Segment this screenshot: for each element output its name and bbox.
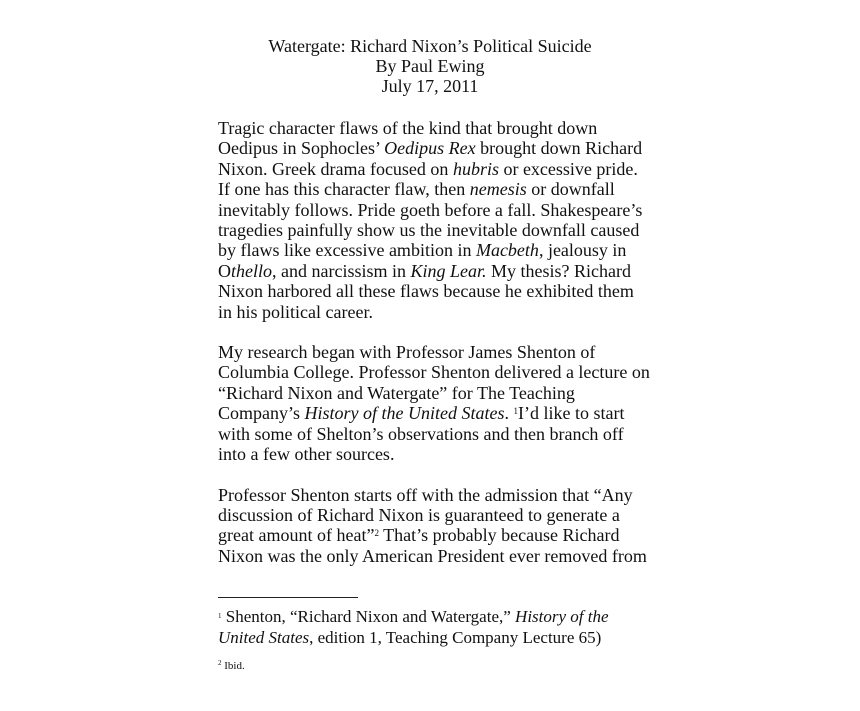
footnote-reference-1: 1 (513, 406, 518, 417)
paragraph-line (218, 362, 658, 382)
line-text: That’s probably because Richard (378, 525, 620, 546)
line-text: Nixon harbored all these flaws because he exhibited them (218, 281, 634, 302)
paragraph-line (218, 403, 658, 423)
paragraph-line (218, 138, 658, 158)
paragraph-line (218, 281, 658, 301)
paragraph-line (218, 525, 658, 545)
line-text: . (504, 403, 514, 424)
line-text: If one has this character flaw, then (218, 179, 470, 200)
line-text: O (218, 260, 231, 281)
line-text: discussion of Richard Nixon is guaranteed to generate a (218, 504, 620, 525)
footnote-reference-2: 2 (374, 528, 379, 539)
paragraph-line (218, 444, 658, 464)
footnote-2-marker: 2 (218, 659, 222, 667)
paragraph-line (218, 118, 658, 138)
line-text: or downfall (526, 179, 615, 200)
paragraph-line (218, 240, 658, 260)
paragraph-line (218, 261, 658, 281)
footnote-1-line-2 (218, 627, 658, 648)
document-author: By Paul Ewing (375, 56, 485, 76)
line-text: Nixon. Greek drama focused on (218, 158, 453, 179)
paragraph-line (218, 383, 658, 403)
paragraph-line (218, 302, 658, 322)
line-italic: King Lear. (410, 260, 487, 281)
document-title: Watergate: Richard Nixon’s Political Suicide (268, 36, 592, 56)
footnote-1-marker: 1 (218, 612, 222, 620)
paragraph-research (218, 342, 658, 464)
paragraph-line (218, 179, 658, 199)
line-italic: Macbeth (475, 240, 539, 261)
line-text: , jealousy in (538, 240, 627, 261)
line-text: My thesis? Richard (486, 260, 631, 281)
line-text: My research began with Professor James Shenton of (218, 342, 596, 363)
line-text: “Richard Nixon and Watergate” for The Teaching (218, 382, 575, 403)
line-text: brought down Richard (475, 138, 643, 159)
line-text: Tragic character flaws of the kind that brought down (218, 118, 598, 138)
line-italic: History of the United States (304, 403, 505, 424)
footnote-2-text: Ibid. (221, 660, 245, 672)
footnote-1-line-1-text (222, 607, 609, 626)
line-italic: Oedipus Rex (384, 138, 476, 159)
footnote-2 (218, 659, 658, 673)
paragraph-line (218, 342, 658, 362)
document-body (218, 118, 658, 586)
line-text: , and narcissism in (272, 260, 411, 281)
line-text: into a few other sources. (218, 444, 395, 465)
paragraph-line (218, 505, 658, 525)
line-text: Professor Shenton starts off with the admission that “Any (218, 484, 633, 505)
paragraph-line (218, 485, 658, 505)
footnote-segment-italic: History of the (515, 607, 609, 626)
footnote-separator (218, 597, 358, 598)
line-text: I’d like to start (518, 403, 625, 424)
paragraph-line (218, 200, 658, 220)
line-text: in his political career. (218, 301, 373, 322)
footnote-segment-text: , edition 1, Teaching Company Lecture 65) (309, 628, 602, 647)
line-text: Columbia College. Professor Shenton delivered a lecture on (218, 362, 650, 383)
paragraph-line (218, 424, 658, 444)
line-text: great amount of heat” (218, 525, 375, 546)
paragraph-line (218, 159, 658, 179)
paragraph-line (218, 546, 658, 566)
line-italic: nemesis (469, 179, 527, 200)
line-text: tragedies painfully show us the inevitable downfall caused (218, 220, 640, 241)
footnote-segment-italic: United States (218, 628, 310, 647)
paragraph-shenton (218, 485, 658, 567)
line-text: by flaws like excessive ambition in (218, 240, 476, 261)
document-header (200, 36, 660, 96)
document-date: July 17, 2011 (381, 76, 479, 96)
line-text: inevitably follows. Pride goeth before a fall. Shakespeare’s (218, 199, 643, 220)
line-text: Company’s (218, 403, 305, 424)
footnote-segment-text: Shenton, “Richard Nixon and Watergate,” (221, 607, 516, 626)
line-text: or excessive pride. (498, 158, 638, 179)
paragraph-intro (218, 118, 658, 322)
line-italic: thello (231, 260, 272, 281)
line-text: with some of Shelton’s observations and then branch off (218, 423, 624, 444)
line-text: Nixon was the only American President ever removed from (218, 545, 647, 566)
line-text: Oedipus in Sophocles’ (218, 138, 385, 159)
line-italic: hubris (452, 158, 499, 179)
paragraph-line (218, 220, 658, 240)
footnote-1 (218, 606, 658, 648)
footnote-1-line-1 (218, 606, 658, 627)
